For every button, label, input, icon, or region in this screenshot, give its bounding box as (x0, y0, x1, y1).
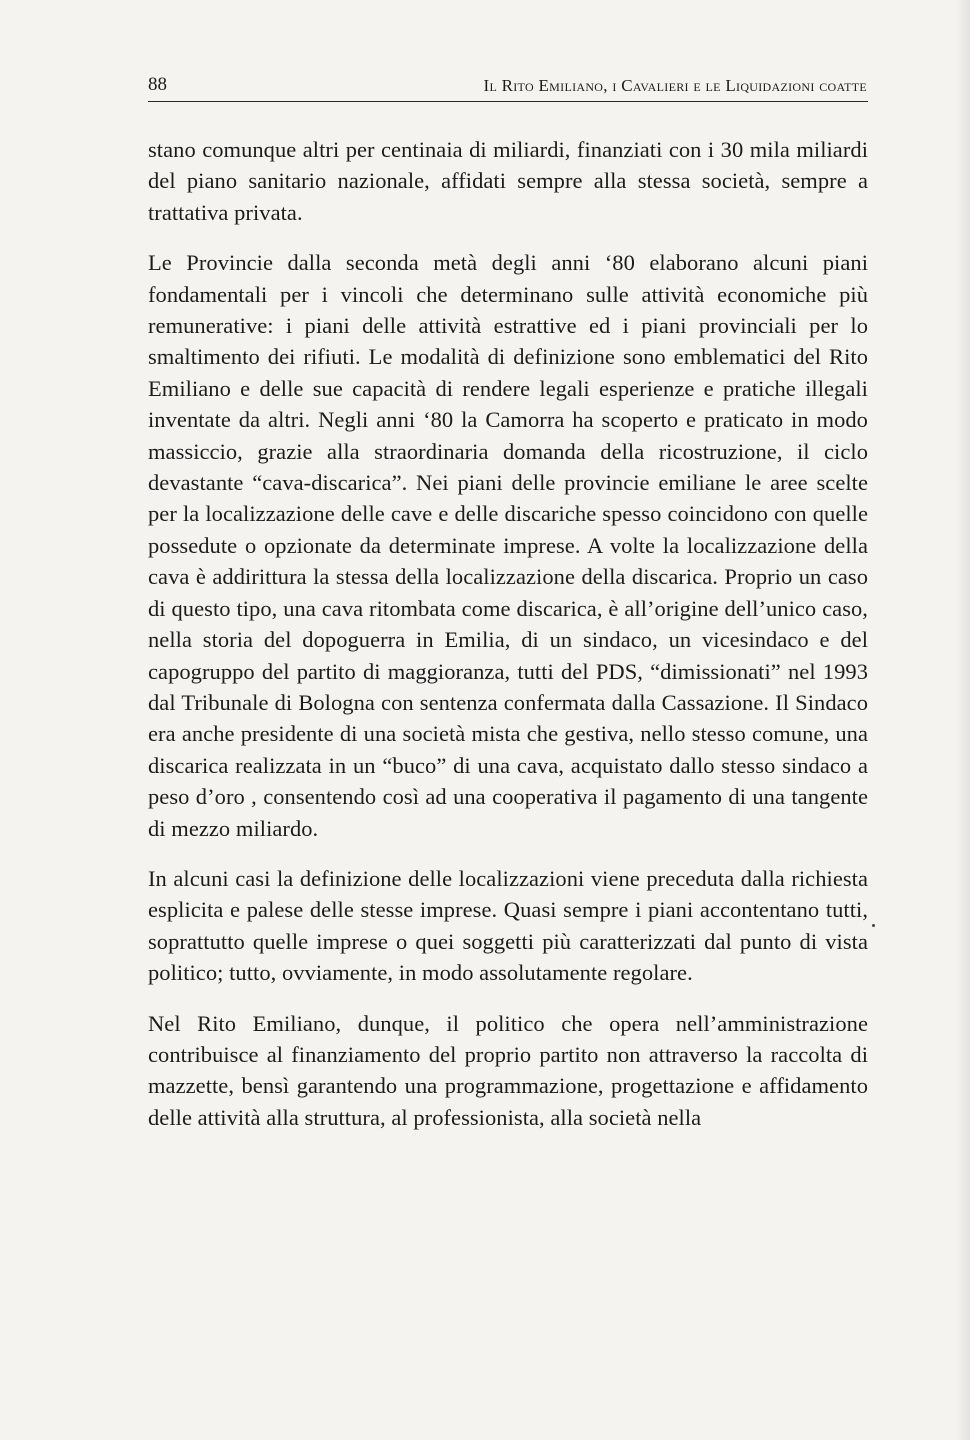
paragraph-2 (148, 247, 868, 844)
running-header (148, 74, 867, 100)
paragraph-4: Nel Rito Emiliano, dunque, il politico che opera nell’amministrazione contribuisce al finanziamento del proprio partito non attraverso la raccolta di mazzette, bensì garantendo una programmazione, progettazione e affidamento delle attività alla struttura, al professionista, alla società nella (148, 1010, 868, 1130)
running-title: Il Rito Emiliano, i Cavalieri e le Liquidazioni coatte (483, 76, 867, 95)
header-rule (148, 101, 868, 102)
page-number: 88 (148, 74, 167, 95)
paragraph-3: In alcuni casi la definizione delle localizzazioni viene preceduta dalla richiesta esplicita e palese delle stesse imprese. Quasi sempre i piani accontentano tutti, soprattutto quelle imprese o quei soggetti più caratterizzati dal punto di vista politico; tutto, ovviamente, in modo assolutamente regolare. (148, 865, 868, 986)
paragraph-2-part-2: , “dimissionati” nel 1993 dal Tribunale di Bologna con sentenza confermata dalla Cassazione. Il Sindaco era anche presidente di una società mista che gestiva, nello stesso comune, una discarica realizzata in un “buco” di una cava, acquistato dallo stesso sindaco a peso d’oro , consentendo così ad una cooperativa il pagamento di una tangente di mezzo miliardo. (148, 658, 868, 841)
party-acronym: PDS (595, 658, 638, 684)
paragraph-1: stano comunque altri per centinaia di miliardi, finanziati con i 30 mila miliardi del piano sanitario nazionale, affidati sempre alla stessa società, sempre a trattativa privata. (148, 137, 868, 225)
page-edge-shadow (956, 0, 970, 1440)
paragraph-2-part-1: Le Provincie dalla seconda metà degli anni ‘80 elaborano alcuni piani fondamentali per i vincoli che determinano sulle attività economiche più remunerative: i piani delle attività estrattive ed i piani provinciali per lo smaltimento dei rifiuti. Le modalità di definizione sono emblematici del Rito Emiliano e delle sue capacità di rendere legali esperienze e pratiche illegali inventate da altri. Negli anni ‘80 la Camorra ha scoperto e praticato in modo massiccio, grazie alla straordinaria domanda della ricostruzione, il ciclo devastante “cava-discarica”. Nei piani delle provincie emiliane le aree scelte per la localizzazione delle cave e delle discariche spesso coincidono con quelle possedute o opzionate da determinate imprese. A volte la localizzazione della cava è addirittura la stessa della localizzazione della discarica. Proprio un caso di questo tipo, una cava ritombata come discarica, è all’origine dell’unico caso, nella storia del dopoguerra in Emilia, di un sindaco, un vicesindaco e del capogruppo del partito di maggioranza, tutti del (148, 250, 868, 684)
margin-mark (872, 924, 875, 927)
body-text (148, 134, 868, 1152)
